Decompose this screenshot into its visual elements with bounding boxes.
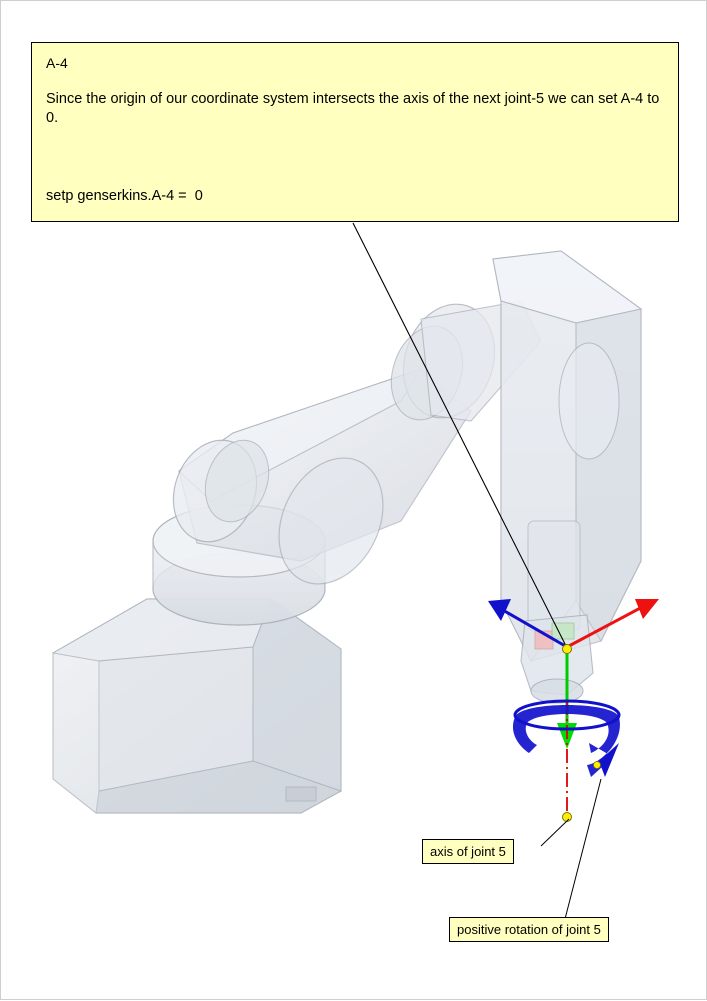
note-title: A-4 — [46, 55, 68, 71]
note-code-line: setp genserkins.A-4 = 0 — [46, 188, 203, 204]
robot-forearm — [493, 251, 641, 661]
rotation-label-leader — [565, 779, 601, 919]
label-positive-rotation-of-joint-5: positive rotation of joint 5 — [449, 917, 609, 942]
origin-marker — [563, 645, 572, 654]
note-body: Since the origin of our coordinate system intersects the axis of the next joint-5 we can set A-4 to 0. — [46, 91, 660, 126]
robot-base — [53, 599, 341, 813]
joint5-axis-line — [563, 701, 572, 822]
callout-note-box — [31, 42, 679, 222]
axis-label-leader — [541, 819, 569, 846]
label-axis-of-joint-5: axis of joint 5 — [422, 839, 514, 864]
